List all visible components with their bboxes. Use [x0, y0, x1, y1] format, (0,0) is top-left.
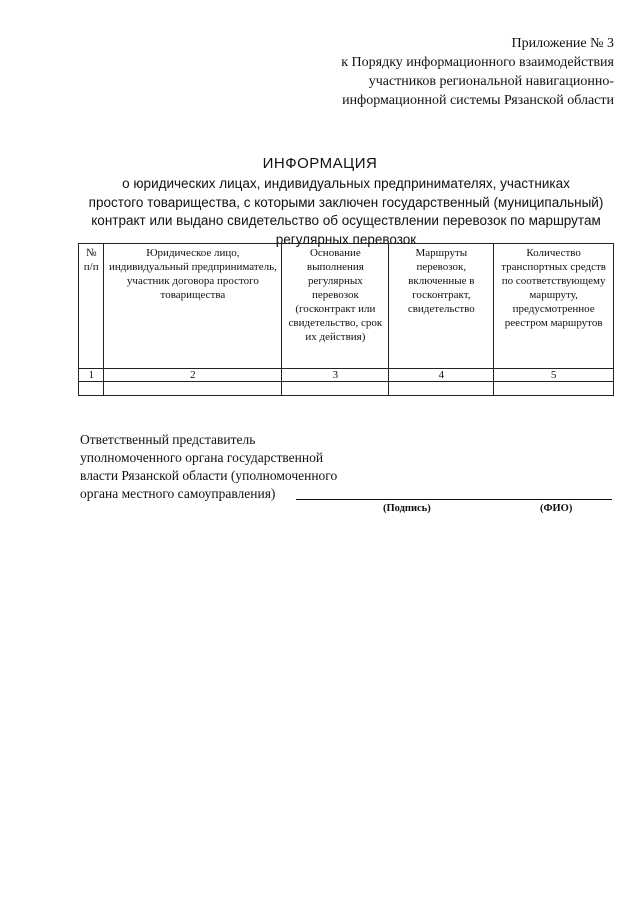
appendix-line: участников региональной навигационно-	[368, 74, 614, 89]
document-title: ИНФОРМАЦИЯ	[262, 155, 378, 172]
appendix-line: информационной системы Рязанской области	[342, 93, 614, 108]
header-number: № п/п	[79, 244, 104, 369]
table-cell	[389, 382, 494, 396]
table-cell	[79, 382, 104, 396]
signature-label: (Подпись)	[383, 503, 431, 514]
column-number: 3	[282, 369, 389, 382]
header-entity: Юридическое лицо, индивидуальный предприниматель, участник договора простого товарищества	[104, 244, 282, 369]
subtitle-line: регулярных перевозок	[275, 231, 417, 247]
info-table	[78, 243, 614, 396]
responsible-representative	[80, 431, 337, 503]
header-routes: Маршруты перевозок, включенные в госконтракт, свидетельство	[389, 244, 494, 369]
table-cell	[282, 382, 389, 396]
footer-line: Ответственный представитель	[80, 432, 256, 447]
column-number: 5	[494, 369, 614, 382]
subtitle-line: о юридических лицах, индивидуальных предпринимателях, участниках	[122, 176, 570, 191]
document-subtitle	[60, 175, 632, 249]
appendix-reference	[294, 34, 614, 110]
name-label: (ФИО)	[540, 503, 573, 514]
footer-line: уполномоченного органа государственной	[80, 450, 324, 465]
column-number: 2	[104, 369, 282, 382]
header-basis: Основание выполнения регулярных перевозок (госконтракт или свидетельство, срок их действия)	[282, 244, 389, 369]
table-row	[79, 382, 614, 396]
subtitle-line: контракт или выдано свидетельство об осуществлении перевозок по маршрутам	[91, 213, 601, 228]
appendix-line: к Порядку информационного взаимодействия	[341, 55, 614, 70]
table-header-row	[79, 244, 614, 369]
footer-line: власти Рязанской области (уполномоченного	[80, 468, 338, 483]
table-cell	[104, 382, 282, 396]
header-vehicle-count: Количество транспортных средств по соответствующему маршруту, предусмотренное реестром маршрутов	[494, 244, 614, 369]
appendix-line: Приложение № 3	[511, 36, 614, 51]
signature-line	[296, 499, 612, 500]
column-number-row	[79, 369, 614, 382]
column-number: 1	[79, 369, 104, 382]
table-cell	[494, 382, 614, 396]
column-number: 4	[389, 369, 494, 382]
subtitle-line: простого товарищества, с которыми заключен государственный (муниципальный)	[88, 194, 604, 210]
footer-line: органа местного самоуправления)	[80, 486, 276, 501]
